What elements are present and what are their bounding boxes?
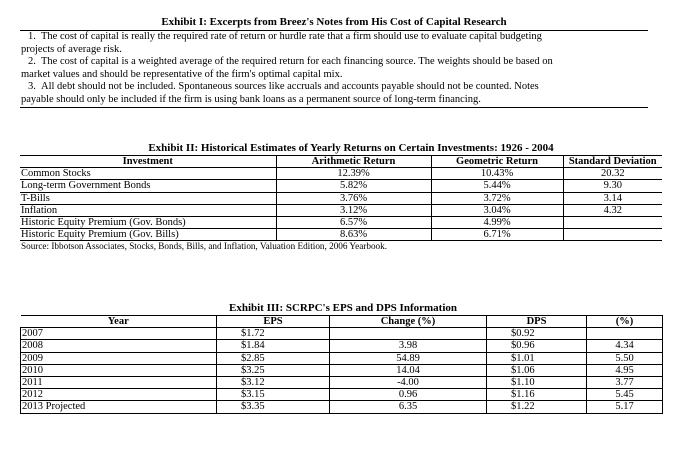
exhibit-1 <box>20 16 648 108</box>
table-cell: T-Bills <box>20 192 276 204</box>
exhibit-1-title: Exhibit I: Excerpts from Breez's Notes from His Cost of Capital Research <box>20 16 648 31</box>
column-header: Change (%) <box>330 316 487 328</box>
table-cell: Common Stocks <box>20 168 276 180</box>
table-row <box>21 401 663 413</box>
note-text: payable should only be included if the firm is using bank loans as a permanent source of long-term financing. <box>21 93 481 105</box>
column-header: Investment <box>20 156 276 168</box>
table-cell: 5.50 <box>587 352 663 364</box>
table-cell: -4.00 <box>330 376 487 388</box>
table-cell: 5.45 <box>587 389 663 401</box>
table-row <box>20 204 662 216</box>
table-cell: 6.71% <box>431 229 563 241</box>
table-cell: 3.72% <box>431 192 563 204</box>
table-row <box>20 229 662 241</box>
note-number: 1. <box>28 31 36 42</box>
column-header: (%) <box>587 316 663 328</box>
table-cell: 3.14 <box>563 192 662 204</box>
table-cell: 54.89 <box>330 352 487 364</box>
table-cell: 4.99% <box>431 216 563 228</box>
table-cell: $1.10 <box>487 376 587 388</box>
table-cell: 2013 Projected <box>21 401 217 413</box>
table-cell: 2009 <box>21 352 217 364</box>
table-cell: $0.96 <box>487 340 587 352</box>
note-text: market values and should be representative of the firm's optimal capital mix. <box>21 68 343 80</box>
table-cell: 9.30 <box>563 180 662 192</box>
exhibit-3-title: Exhibit III: SCRPC's EPS and DPS Information <box>229 302 457 314</box>
table-cell: Long-term Government Bonds <box>20 180 276 192</box>
table-cell: 5.82% <box>276 180 431 192</box>
table-cell <box>330 328 487 340</box>
table-cell: 2008 <box>21 340 217 352</box>
table-row <box>21 328 663 340</box>
table-cell: $1.06 <box>487 364 587 376</box>
column-header: Year <box>21 316 217 328</box>
note-text: The cost of capital is really the required rate of return or hurdle rate that a firm should use to evaluate capital budgeting <box>41 31 542 42</box>
table-cell: 2011 <box>21 376 217 388</box>
table-row <box>21 376 663 388</box>
table-cell: 20.32 <box>563 168 662 180</box>
table-cell: 4.32 <box>563 204 662 216</box>
note-3 <box>20 81 648 107</box>
exhibit-2-title: Exhibit II: Historical Estimates of Yearly Returns on Certain Investments: 1926 - 2004 <box>148 142 554 154</box>
table-cell: Historic Equity Premium (Gov. Bills) <box>20 229 276 241</box>
table-cell <box>587 328 663 340</box>
table-cell: 4.34 <box>587 340 663 352</box>
table-cell: $1.01 <box>487 352 587 364</box>
table-cell: 8.63% <box>276 229 431 241</box>
table-cell: 6.35 <box>330 401 487 413</box>
table-cell: $3.12 <box>217 376 330 388</box>
note-2 <box>20 56 648 81</box>
table-header-row <box>21 316 663 328</box>
table-cell: 2007 <box>21 328 217 340</box>
table-cell: 5.17 <box>587 401 663 413</box>
table-cell: $3.35 <box>217 401 330 413</box>
table-row <box>20 168 662 180</box>
table-cell <box>563 229 662 241</box>
table-cell: Inflation <box>20 204 276 216</box>
table-header-row <box>20 156 662 168</box>
exhibit-2 <box>20 142 662 252</box>
table-row <box>21 389 663 401</box>
table-row <box>21 340 663 352</box>
table-cell: 0.96 <box>330 389 487 401</box>
table-row <box>21 364 663 376</box>
table-cell: 12.39% <box>276 168 431 180</box>
table-cell: 3.12% <box>276 204 431 216</box>
column-header: Standard Deviation <box>563 156 662 168</box>
column-header: Geometric Return <box>431 156 563 168</box>
table-row <box>20 192 662 204</box>
table-cell: 14.04 <box>330 364 487 376</box>
table-cell: $3.15 <box>217 389 330 401</box>
table-cell: 3.98 <box>330 340 487 352</box>
table-cell: $1.16 <box>487 389 587 401</box>
eps-dps-table <box>20 315 663 414</box>
note-number: 3. <box>28 81 36 93</box>
note-text: The cost of capital is a weighted average of the required return for each financing source. The weights should be based on <box>41 56 553 68</box>
table-row <box>20 216 662 228</box>
source-note: Source: Ibbotson Associates, Stocks, Bonds, Bills, and Inflation, Valuation Edition, 2006 Yearbook. <box>21 241 388 252</box>
table-cell: 5.44% <box>431 180 563 192</box>
table-cell: 4.95 <box>587 364 663 376</box>
table-cell: $1.84 <box>217 340 330 352</box>
table-cell: 2012 <box>21 389 217 401</box>
note-text: All debt should not be included. Spontaneous sources like accruals and accounts payable should not be counted. Notes <box>41 81 539 93</box>
table-cell: $1.22 <box>487 401 587 413</box>
exhibit-3 <box>20 302 662 414</box>
table-cell: $0.92 <box>487 328 587 340</box>
table-cell: 2010 <box>21 364 217 376</box>
table-cell: 3.76% <box>276 192 431 204</box>
table-cell: $3.25 <box>217 364 330 376</box>
table-cell: 10.43% <box>431 168 563 180</box>
note-text: projects of average risk. <box>21 43 122 55</box>
table-row <box>20 180 662 192</box>
table-cell: $1.72 <box>217 328 330 340</box>
note-number: 2. <box>28 56 36 68</box>
note-1 <box>20 31 648 56</box>
table-cell: $2.85 <box>217 352 330 364</box>
table-cell <box>563 216 662 228</box>
table-cell: Historic Equity Premium (Gov. Bonds) <box>20 216 276 228</box>
returns-table <box>20 155 662 241</box>
column-header: DPS <box>487 316 587 328</box>
table-cell: 6.57% <box>276 216 431 228</box>
table-cell: 3.77 <box>587 376 663 388</box>
column-header: EPS <box>217 316 330 328</box>
column-header: Arithmetic Return <box>276 156 431 168</box>
table-row <box>21 352 663 364</box>
table-cell: 3.04% <box>431 204 563 216</box>
